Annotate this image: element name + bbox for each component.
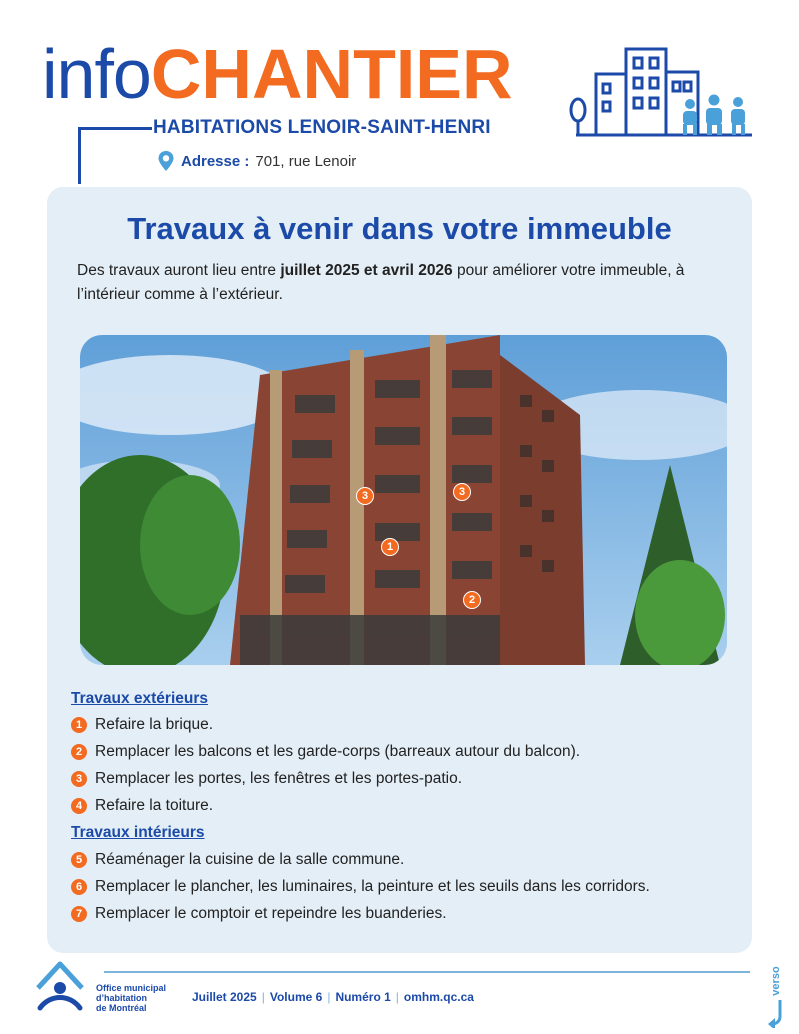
item-text: Remplacer les portes, les fenêtres et les portes-patio. xyxy=(95,770,463,787)
separator: | xyxy=(395,990,399,1004)
footer-rule xyxy=(104,971,750,973)
item-number: 6 xyxy=(71,879,87,895)
intro-text-start: Des travaux auront lieu entre xyxy=(77,262,281,279)
omhm-logo-icon xyxy=(34,958,86,1016)
item-number: 3 xyxy=(71,771,87,787)
list-item xyxy=(71,770,462,788)
address-value: 701, rue Lenoir xyxy=(255,152,357,170)
item-text: Remplacer les balcons et les garde-corps (barreaux autour du balcon). xyxy=(95,743,581,760)
item-text: Remplacer le plancher, les luminaires, la peinture et les seuils dans les corridors. xyxy=(95,878,650,895)
header-rule-horizontal xyxy=(78,127,152,130)
item-text: Remplacer le comptoir et repeindre les buanderies. xyxy=(95,905,447,922)
org-line: d’habitation xyxy=(96,993,147,1003)
title-info: info xyxy=(42,35,151,113)
intro-paragraph xyxy=(77,259,737,307)
exterior-heading: Travaux extérieurs xyxy=(71,690,209,707)
building-photo xyxy=(80,335,727,665)
separator: | xyxy=(261,990,265,1004)
verso-label: verso xyxy=(770,966,782,996)
list-item xyxy=(71,878,650,896)
item-number: 7 xyxy=(71,906,87,922)
item-text: Refaire la brique. xyxy=(95,716,214,733)
title-chantier: CHANTIER xyxy=(150,35,513,113)
organization-name xyxy=(96,983,186,1013)
issue-date: Juillet 2025 xyxy=(192,990,257,1004)
item-number: 5 xyxy=(71,852,87,868)
issue-volume: Volume 6 xyxy=(269,990,323,1004)
separator: | xyxy=(327,990,331,1004)
buildings-people-icon xyxy=(566,44,754,140)
website-link[interactable]: omhm.qc.ca xyxy=(403,990,474,1004)
list-item xyxy=(71,905,447,923)
org-line: de Montréal xyxy=(96,1003,147,1013)
issue-number: Numéro 1 xyxy=(335,990,391,1004)
issue-info xyxy=(192,990,474,1004)
location-pin-icon xyxy=(157,150,175,172)
photo-marker: 1 xyxy=(381,538,399,556)
turn-page-arrow-icon xyxy=(766,958,786,1028)
list-item xyxy=(71,851,404,869)
intro-text-end: pour améliorer votre immeuble, à l’intérieur comme à l’extérieur. xyxy=(77,262,685,303)
item-number: 1 xyxy=(71,717,87,733)
masthead-title xyxy=(42,34,513,114)
list-item xyxy=(71,743,580,761)
building-illustration xyxy=(80,335,727,665)
item-number: 4 xyxy=(71,798,87,814)
header-rule-vertical xyxy=(78,127,81,184)
page-title: Travaux à venir dans votre immeuble xyxy=(127,211,672,246)
address-line xyxy=(157,150,356,172)
item-text: Refaire la toiture. xyxy=(95,797,214,814)
address-label: Adresse : xyxy=(181,152,250,170)
item-text: Réaménager la cuisine de la salle commune. xyxy=(95,851,405,868)
photo-marker: 3 xyxy=(453,483,471,501)
photo-marker: 2 xyxy=(463,591,481,609)
list-item xyxy=(71,716,213,734)
item-number: 2 xyxy=(71,744,87,760)
project-name: HABITATIONS LENOIR-SAINT-HENRI xyxy=(153,117,491,138)
interior-heading: Travaux intérieurs xyxy=(71,824,205,841)
list-item xyxy=(71,797,213,815)
content-card xyxy=(47,187,752,953)
org-line: Office municipal xyxy=(96,983,167,993)
photo-marker: 3 xyxy=(356,487,374,505)
intro-dates: juillet 2025 et avril 2026 xyxy=(280,262,453,279)
